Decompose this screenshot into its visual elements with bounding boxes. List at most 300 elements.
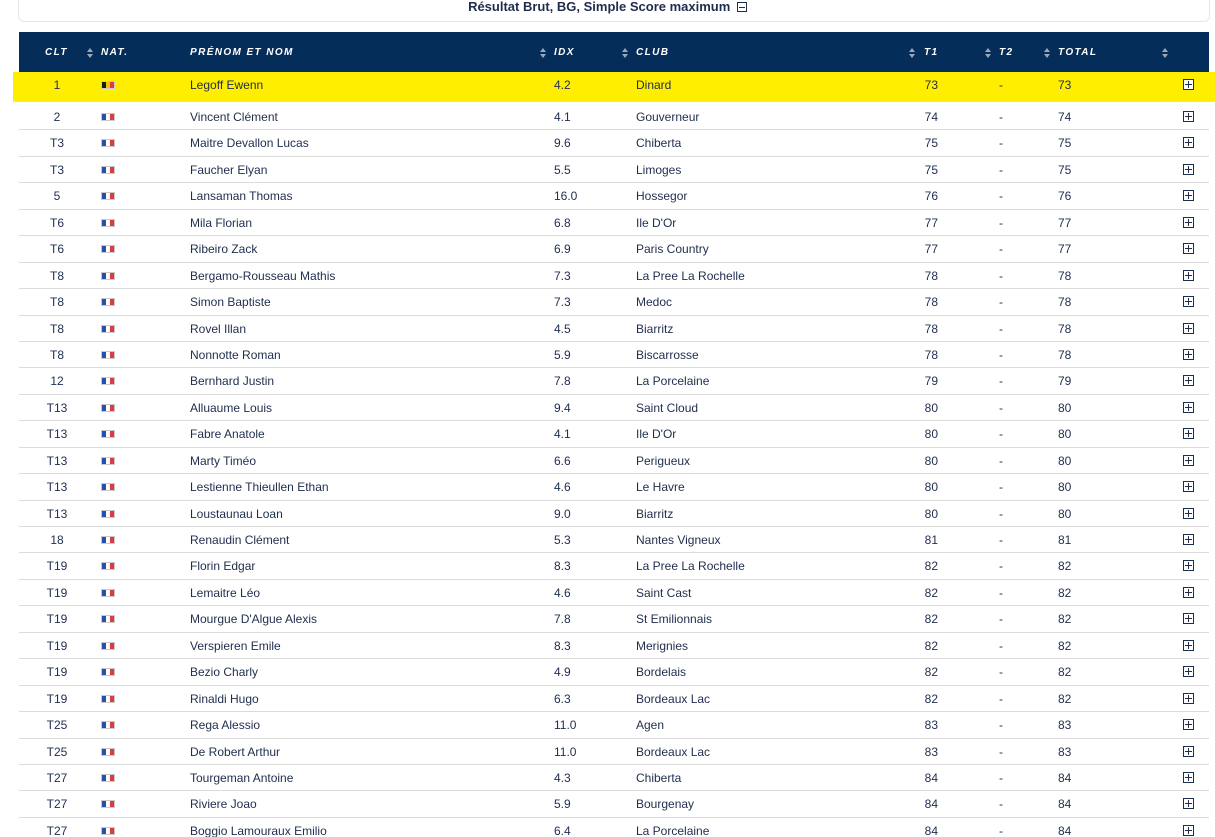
nationality-flag-icon (101, 219, 115, 227)
player-name-cell: Legoff Ewenn (190, 78, 264, 92)
rank-cell: T13 (46, 480, 68, 495)
player-name-cell: Alluaume Louis (190, 400, 273, 415)
player-name-cell: Bernhard Justin (190, 374, 275, 389)
round1-score-cell: 78 (924, 295, 938, 310)
sort-icon[interactable] (985, 48, 991, 59)
plus-square-icon[interactable] (1183, 825, 1194, 836)
index-cell: 6.9 (554, 242, 571, 257)
round1-score-cell: 82 (924, 585, 938, 600)
rank-cell: 1 (53, 78, 61, 92)
header-total[interactable]: TOTAL (1058, 47, 1098, 58)
index-cell: 16.0 (554, 189, 578, 204)
table-row[interactable] (19, 739, 1209, 765)
rank-cell: T19 (46, 559, 68, 574)
index-cell: 7.8 (554, 612, 571, 627)
club-cell: Biarritz (636, 321, 674, 336)
expand-row-button[interactable] (1183, 481, 1194, 492)
player-name-cell: Fabre Anatole (190, 427, 265, 442)
round1-score-cell: 80 (924, 480, 938, 495)
club-cell: Nantes Vigneux (636, 533, 721, 547)
round2-score-cell: - (999, 506, 1003, 521)
table-row[interactable] (19, 183, 1209, 209)
table-row[interactable] (19, 368, 1209, 394)
round2-score-cell: - (999, 162, 1003, 177)
plus-square-icon[interactable] (1183, 243, 1194, 254)
index-cell: 4.6 (554, 585, 571, 600)
round2-score-cell: - (999, 347, 1003, 362)
nationality-flag-icon (101, 457, 115, 465)
round2-score-cell: - (999, 242, 1003, 257)
club-cell: Ile D'Or (636, 427, 677, 442)
expand-row-button[interactable] (1183, 111, 1194, 122)
table-row[interactable] (19, 342, 1209, 368)
table-row[interactable] (19, 316, 1209, 342)
index-cell: 5.9 (554, 347, 571, 362)
rank-cell: T25 (46, 718, 68, 733)
plus-square-icon[interactable] (1183, 402, 1194, 413)
round1-score-cell: 75 (924, 136, 938, 151)
player-name-cell: Faucher Elyan (190, 162, 268, 177)
index-cell: 6.6 (554, 453, 571, 468)
expand-row-button[interactable] (1183, 666, 1194, 677)
club-cell: Bordeaux Lac (636, 691, 711, 706)
rank-cell: T19 (46, 585, 68, 600)
rank-cell: T8 (49, 295, 64, 310)
round2-score-cell: - (999, 110, 1003, 124)
nationality-flag-icon (101, 404, 115, 412)
round1-score-cell: 82 (924, 612, 938, 627)
player-name-cell: Rovel Illan (190, 321, 247, 336)
round1-score-cell: 81 (924, 533, 938, 547)
rank-cell: T27 (46, 823, 68, 837)
table-row[interactable] (19, 633, 1209, 659)
header-nat[interactable]: NAT. (101, 47, 129, 58)
expand-row-button[interactable] (1183, 587, 1194, 598)
expand-row-button[interactable] (1183, 402, 1194, 413)
plus-square-icon[interactable] (1183, 217, 1194, 228)
player-name-cell: Boggio Lamouraux Emilio (190, 823, 327, 837)
leaderboard-table (19, 32, 1209, 837)
player-name-cell: Bergamo-Rousseau Mathis (190, 268, 336, 283)
player-name-cell: Loustaunau Loan (190, 506, 283, 521)
rank-cell: 18 (50, 533, 64, 547)
table-row[interactable] (19, 686, 1209, 712)
header-club[interactable]: CLUB (636, 47, 670, 58)
expand-row-button[interactable] (1183, 719, 1194, 730)
plus-square-icon[interactable] (1183, 798, 1194, 809)
plus-square-icon[interactable] (1183, 455, 1194, 466)
expand-row-button[interactable] (1183, 534, 1194, 545)
rank-cell: T19 (46, 691, 68, 706)
nationality-flag-icon (101, 536, 115, 544)
table-row[interactable] (19, 448, 1209, 474)
club-cell: Agen (636, 718, 665, 733)
expand-row-button[interactable] (1183, 798, 1194, 809)
round1-score-cell: 84 (924, 797, 938, 812)
round1-score-cell: 75 (924, 162, 938, 177)
club-cell: Chiberta (636, 136, 682, 151)
table-row[interactable] (19, 818, 1209, 837)
index-cell: 4.5 (554, 321, 571, 336)
nationality-flag-icon (101, 377, 115, 385)
total-score-cell: 75 (1058, 136, 1072, 151)
total-score-cell: 78 (1058, 295, 1072, 310)
player-name-cell: Bezio Charly (190, 665, 259, 680)
plus-square-icon[interactable] (1183, 296, 1194, 307)
rank-cell: T13 (46, 427, 68, 442)
expand-row-button[interactable] (1183, 455, 1194, 466)
club-cell: La Porcelaine (636, 374, 710, 389)
rank-cell: T13 (46, 400, 68, 415)
table-row[interactable] (19, 421, 1209, 447)
round2-score-cell: - (999, 770, 1003, 785)
total-score-cell: 77 (1058, 242, 1072, 257)
club-cell: Le Havre (636, 480, 685, 495)
expand-row-button[interactable] (1183, 296, 1194, 307)
plus-square-icon[interactable] (1183, 375, 1194, 386)
rank-cell: T19 (46, 665, 68, 680)
nationality-flag-icon (101, 430, 115, 438)
expand-row-button[interactable] (1183, 375, 1194, 386)
expand-row-button[interactable] (1183, 613, 1194, 624)
round1-score-cell: 73 (924, 78, 938, 92)
table-row[interactable] (19, 606, 1209, 632)
player-name-cell: Florin Edgar (190, 559, 256, 574)
player-name-cell: Ribeiro Zack (190, 242, 258, 257)
round1-score-cell: 82 (924, 665, 938, 680)
round2-score-cell: - (999, 559, 1003, 574)
total-score-cell: 84 (1058, 823, 1072, 837)
round2-score-cell: - (999, 638, 1003, 653)
total-score-cell: 80 (1058, 453, 1072, 468)
rank-cell: T3 (49, 136, 64, 151)
table-row[interactable] (19, 474, 1209, 500)
round2-score-cell: - (999, 268, 1003, 283)
plus-square-icon[interactable] (1183, 323, 1194, 334)
round1-score-cell: 83 (924, 718, 938, 733)
table-row[interactable] (19, 501, 1209, 527)
round2-score-cell: - (999, 136, 1003, 151)
club-cell: Chiberta (636, 770, 682, 785)
expand-row-button[interactable] (1183, 560, 1194, 571)
total-score-cell: 78 (1058, 321, 1072, 336)
sort-icon[interactable] (87, 48, 93, 59)
plus-square-icon[interactable] (1183, 587, 1194, 598)
total-score-cell: 82 (1058, 585, 1072, 600)
nationality-flag-icon (101, 351, 115, 359)
table-row[interactable] (19, 157, 1209, 183)
round2-score-cell: - (999, 453, 1003, 468)
header-idx[interactable]: IDX (554, 47, 575, 58)
round1-score-cell: 78 (924, 321, 938, 336)
nationality-flag-icon (101, 615, 115, 623)
rank-cell: T8 (49, 321, 64, 336)
club-cell: Medoc (636, 295, 673, 310)
club-cell: Bordeaux Lac (636, 744, 711, 759)
round2-score-cell: - (999, 533, 1003, 547)
index-cell: 4.2 (554, 78, 571, 92)
nationality-flag-icon (101, 774, 115, 782)
expand-row-button[interactable] (1183, 323, 1194, 334)
header-clt[interactable]: CLT (45, 47, 68, 58)
club-cell: Hossegor (636, 189, 688, 204)
nationality-flag-icon (101, 827, 115, 835)
total-score-cell: 79 (1058, 374, 1072, 389)
plus-square-icon[interactable] (1183, 693, 1194, 704)
expand-row-button[interactable] (1183, 190, 1194, 201)
round2-score-cell: - (999, 480, 1003, 495)
rank-cell: T6 (49, 242, 64, 257)
total-score-cell: 82 (1058, 691, 1072, 706)
total-score-cell: 80 (1058, 400, 1072, 415)
player-name-cell: Marty Timéo (190, 453, 257, 468)
total-score-cell: 78 (1058, 268, 1072, 283)
nationality-flag-icon (101, 298, 115, 306)
sort-icon[interactable] (1162, 48, 1168, 59)
round2-score-cell: - (999, 718, 1003, 733)
table-row[interactable] (19, 659, 1209, 685)
club-cell: Saint Cloud (636, 400, 699, 415)
total-score-cell: 82 (1058, 559, 1072, 574)
round1-score-cell: 84 (924, 823, 938, 837)
rank-cell: T3 (49, 162, 64, 177)
rank-cell: T19 (46, 638, 68, 653)
expand-row-button[interactable] (1183, 137, 1194, 148)
expand-row-button[interactable] (1183, 640, 1194, 651)
round1-score-cell: 82 (924, 559, 938, 574)
table-row-highlighted[interactable] (13, 72, 1215, 102)
plus-square-icon[interactable] (1183, 772, 1194, 783)
nationality-flag-icon (101, 562, 115, 570)
nationality-flag-icon (101, 245, 115, 253)
total-score-cell: 84 (1058, 770, 1072, 785)
total-score-cell: 80 (1058, 480, 1072, 495)
expand-row-button[interactable] (1183, 772, 1194, 783)
round1-score-cell: 77 (924, 242, 938, 257)
sort-icon[interactable] (622, 48, 628, 59)
club-cell: Gouverneur (636, 110, 700, 124)
rank-cell: T6 (49, 215, 64, 230)
plus-square-icon[interactable] (1183, 666, 1194, 677)
round2-score-cell: - (999, 744, 1003, 759)
nationality-flag-icon (101, 721, 115, 729)
index-cell: 4.1 (554, 110, 571, 124)
sort-icon[interactable] (909, 48, 915, 59)
total-score-cell: 83 (1058, 744, 1072, 759)
plus-square-icon[interactable] (1183, 613, 1194, 624)
round2-score-cell: - (999, 665, 1003, 680)
club-cell: Biscarrosse (636, 347, 699, 362)
header-t1[interactable]: T1 (924, 47, 939, 58)
index-cell: 8.3 (554, 638, 571, 653)
nationality-flag-icon (101, 325, 115, 333)
club-cell: St Emilionnais (636, 612, 713, 627)
total-score-cell: 76 (1058, 189, 1072, 204)
nationality-flag-icon (101, 192, 115, 200)
plus-square-icon[interactable] (1183, 111, 1194, 122)
round1-score-cell: 82 (924, 638, 938, 653)
rank-cell: 5 (53, 189, 61, 204)
plus-square-icon[interactable] (1183, 270, 1194, 281)
plus-square-icon[interactable] (1183, 508, 1194, 519)
round2-score-cell: - (999, 585, 1003, 600)
player-name-cell: Tourgeman Antoine (190, 770, 294, 785)
plus-square-icon[interactable] (1183, 428, 1194, 439)
index-cell: 4.1 (554, 427, 571, 442)
round2-score-cell: - (999, 215, 1003, 230)
results-section-title[interactable] (0, 0, 1215, 14)
club-cell: La Porcelaine (636, 823, 710, 837)
round1-score-cell: 80 (924, 400, 938, 415)
expand-row-button[interactable] (1183, 243, 1194, 254)
expand-row-button[interactable] (1183, 79, 1194, 90)
index-cell: 4.6 (554, 480, 571, 495)
plus-square-icon[interactable] (1183, 164, 1194, 175)
club-cell: La Pree La Rochelle (636, 559, 745, 574)
player-name-cell: Rega Alessio (190, 718, 261, 733)
nationality-flag-icon (101, 139, 115, 147)
expand-row-button[interactable] (1183, 693, 1194, 704)
header-t2[interactable]: T2 (999, 47, 1014, 58)
club-cell: Ile D'Or (636, 215, 677, 230)
index-cell: 7.8 (554, 374, 571, 389)
round2-score-cell: - (999, 295, 1003, 310)
plus-square-icon[interactable] (1183, 79, 1194, 90)
total-score-cell: 84 (1058, 797, 1072, 812)
table-header (19, 32, 1209, 74)
table-row[interactable] (19, 553, 1209, 579)
table-row[interactable] (19, 263, 1209, 289)
nationality-flag-icon (101, 113, 115, 121)
nationality-flag-icon (101, 642, 115, 650)
collapse-icon[interactable] (737, 2, 747, 12)
index-cell: 9.0 (554, 506, 571, 521)
expand-row-button[interactable] (1183, 349, 1194, 360)
round1-score-cell: 83 (924, 744, 938, 759)
rank-cell: T8 (49, 268, 64, 283)
index-cell: 11.0 (554, 718, 577, 733)
plus-square-icon[interactable] (1183, 190, 1194, 201)
rank-cell: T19 (46, 612, 68, 627)
round1-score-cell: 80 (924, 453, 938, 468)
total-score-cell: 81 (1058, 533, 1072, 547)
index-cell: 7.3 (554, 268, 571, 283)
plus-square-icon[interactable] (1183, 349, 1194, 360)
round1-score-cell: 76 (924, 189, 938, 204)
index-cell: 9.4 (554, 400, 571, 415)
results-title-text: Résultat Brut, BG, Simple Score maximum (468, 0, 731, 14)
player-name-cell: Mila Florian (190, 215, 253, 230)
plus-square-icon[interactable] (1183, 137, 1194, 148)
club-cell: La Pree La Rochelle (636, 268, 745, 283)
expand-row-button[interactable] (1183, 270, 1194, 281)
header-name[interactable]: PRÉNOM ET NOM (190, 47, 294, 58)
table-row[interactable] (19, 765, 1209, 791)
club-cell: Paris Country (636, 242, 709, 257)
player-name-cell: De Robert Arthur (190, 744, 281, 759)
player-name-cell: Riviere Joao (190, 797, 257, 812)
expand-row-button[interactable] (1183, 428, 1194, 439)
nationality-flag-icon (101, 800, 115, 808)
index-cell: 5.5 (554, 162, 571, 177)
player-name-cell: Renaudin Clément (190, 533, 290, 547)
round1-score-cell: 82 (924, 691, 938, 706)
plus-square-icon[interactable] (1183, 560, 1194, 571)
rank-cell: T8 (49, 347, 64, 362)
rank-cell: T13 (46, 506, 68, 521)
table-row[interactable] (19, 130, 1209, 156)
player-name-cell: Verspieren Emile (190, 638, 281, 653)
total-score-cell: 74 (1058, 110, 1072, 124)
round1-score-cell: 78 (924, 347, 938, 362)
round1-score-cell: 78 (924, 268, 938, 283)
expand-row-button[interactable] (1183, 746, 1194, 757)
expand-row-button[interactable] (1183, 164, 1194, 175)
rank-cell: 12 (50, 374, 64, 389)
club-cell: Biarritz (636, 506, 674, 521)
club-cell: Perigueux (636, 453, 691, 468)
nationality-flag-icon (101, 695, 115, 703)
total-score-cell: 78 (1058, 347, 1072, 362)
index-cell: 5.3 (554, 533, 571, 547)
index-cell: 6.8 (554, 215, 571, 230)
total-score-cell: 77 (1058, 215, 1072, 230)
club-cell: Limoges (636, 162, 682, 177)
plus-square-icon[interactable] (1183, 534, 1194, 545)
plus-square-icon[interactable] (1183, 640, 1194, 651)
round1-score-cell: 84 (924, 770, 938, 785)
index-cell: 9.6 (554, 136, 571, 151)
table-row[interactable] (19, 236, 1209, 262)
plus-square-icon[interactable] (1183, 746, 1194, 757)
table-row[interactable] (19, 289, 1209, 315)
rank-cell: T13 (46, 453, 68, 468)
table-row[interactable] (19, 210, 1209, 236)
expand-row-button[interactable] (1183, 508, 1194, 519)
sort-icon[interactable] (1044, 48, 1050, 59)
expand-row-button[interactable] (1183, 217, 1194, 228)
sort-icon[interactable] (540, 48, 546, 59)
table-row[interactable] (19, 580, 1209, 606)
table-row[interactable] (19, 527, 1209, 553)
plus-square-icon[interactable] (1183, 719, 1194, 730)
table-row[interactable] (19, 712, 1209, 738)
round2-score-cell: - (999, 374, 1003, 389)
nationality-flag-icon (101, 81, 115, 89)
player-name-cell: Mourgue D'Algue Alexis (190, 612, 318, 627)
club-cell: Merignies (636, 638, 689, 653)
round1-score-cell: 79 (924, 374, 938, 389)
nationality-flag-icon (101, 483, 115, 491)
index-cell: 7.3 (554, 295, 571, 310)
plus-square-icon[interactable] (1183, 481, 1194, 492)
table-row[interactable] (19, 791, 1209, 817)
player-name-cell: Vincent Clément (190, 110, 278, 124)
expand-row-button[interactable] (1183, 825, 1194, 836)
table-row[interactable] (19, 395, 1209, 421)
index-cell: 8.3 (554, 559, 571, 574)
round2-score-cell: - (999, 321, 1003, 336)
round2-score-cell: - (999, 400, 1003, 415)
round2-score-cell: - (999, 797, 1003, 812)
player-name-cell: Lansaman Thomas (190, 189, 293, 204)
total-score-cell: 82 (1058, 638, 1072, 653)
round2-score-cell: - (999, 691, 1003, 706)
total-score-cell: 82 (1058, 665, 1072, 680)
total-score-cell: 75 (1058, 162, 1072, 177)
table-row[interactable] (19, 104, 1209, 130)
nationality-flag-icon (101, 668, 115, 676)
